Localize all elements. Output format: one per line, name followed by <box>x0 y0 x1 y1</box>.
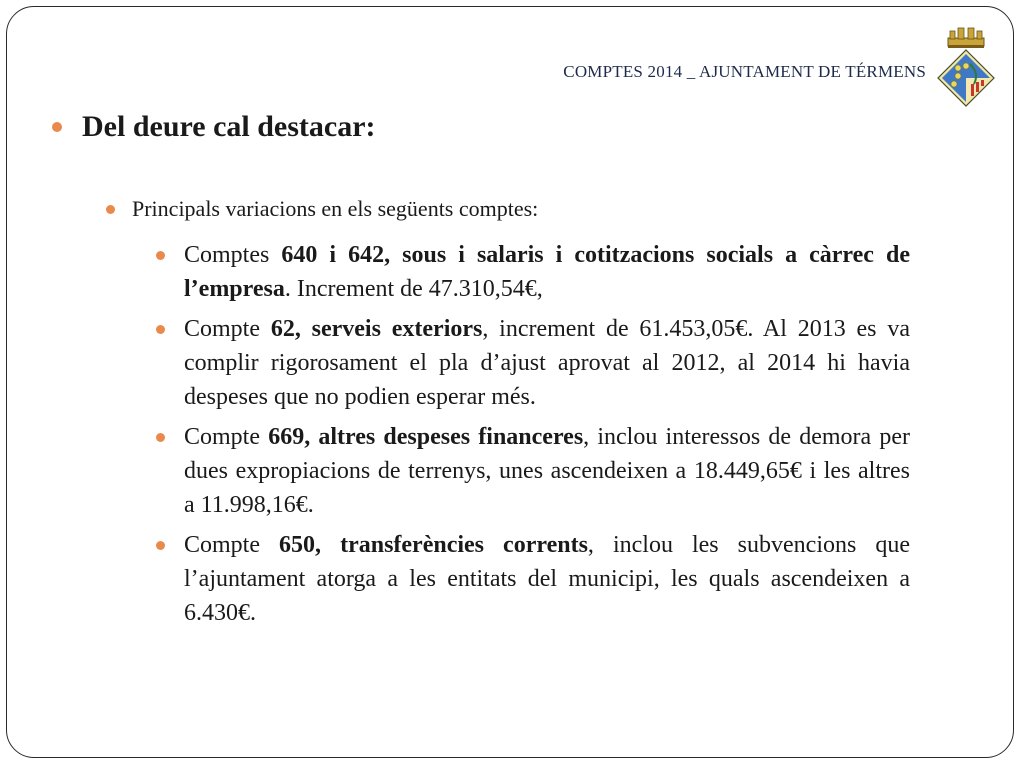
item-prefix: Compte <box>184 532 280 558</box>
shield-icon <box>938 50 994 106</box>
level2-text: Principals variacions en els següents comptes: <box>132 196 539 221</box>
bullet-dot-icon <box>106 205 115 214</box>
item-rest: , inclou les subvencions que l’ajuntament atorga a les entitats del municipi, les quals ascendeixen a 6.430€. <box>184 532 911 626</box>
list-item <box>156 312 910 414</box>
item-bold: 640 i 642, sous i salaris i cotitzacions socials a càrrec de l’empresa <box>184 242 910 302</box>
item-bold: 62, serveis exteriors <box>270 316 483 342</box>
item-bold: 669, altres despeses financeres <box>268 424 584 450</box>
crown-icon <box>948 28 984 48</box>
item-bold: 650, transferències corrents <box>279 532 588 558</box>
bullet-dot-icon <box>156 325 165 334</box>
item-rest: , increment de 61.453,05€. Al 2013 es va complir rigorosament el pla d’ajust aprovat al 2012, al 2014 hi havia despeses que no podien esperar més. <box>184 316 910 410</box>
list-item <box>156 238 910 306</box>
bullet-level2 <box>106 196 538 222</box>
item-rest: , inclou interessos de demora per dues expropiacions de terrenys, unes ascendeixen a 18.449,65€ i les altres a 11.998,16€. <box>184 424 911 518</box>
account-list <box>156 238 910 636</box>
list-item <box>156 420 910 522</box>
bullet-level1 <box>52 110 376 144</box>
item-prefix: Comptes <box>184 242 282 268</box>
bullet-dot-icon <box>156 541 165 550</box>
level1-heading: Del deure cal destacar: <box>82 110 376 143</box>
list-item <box>156 528 910 630</box>
bullet-dot-icon <box>52 122 62 132</box>
item-prefix: Compte <box>184 424 269 450</box>
item-rest: . Increment de 47.310,54€, <box>284 276 543 302</box>
item-prefix: Compte <box>184 316 271 342</box>
bullet-dot-icon <box>156 251 165 260</box>
bullet-dot-icon <box>156 433 165 442</box>
coat-of-arms-icon <box>936 22 996 108</box>
header-title: COMPTES 2014 _ AJUNTAMENT DE TÉRMENS <box>563 62 926 81</box>
